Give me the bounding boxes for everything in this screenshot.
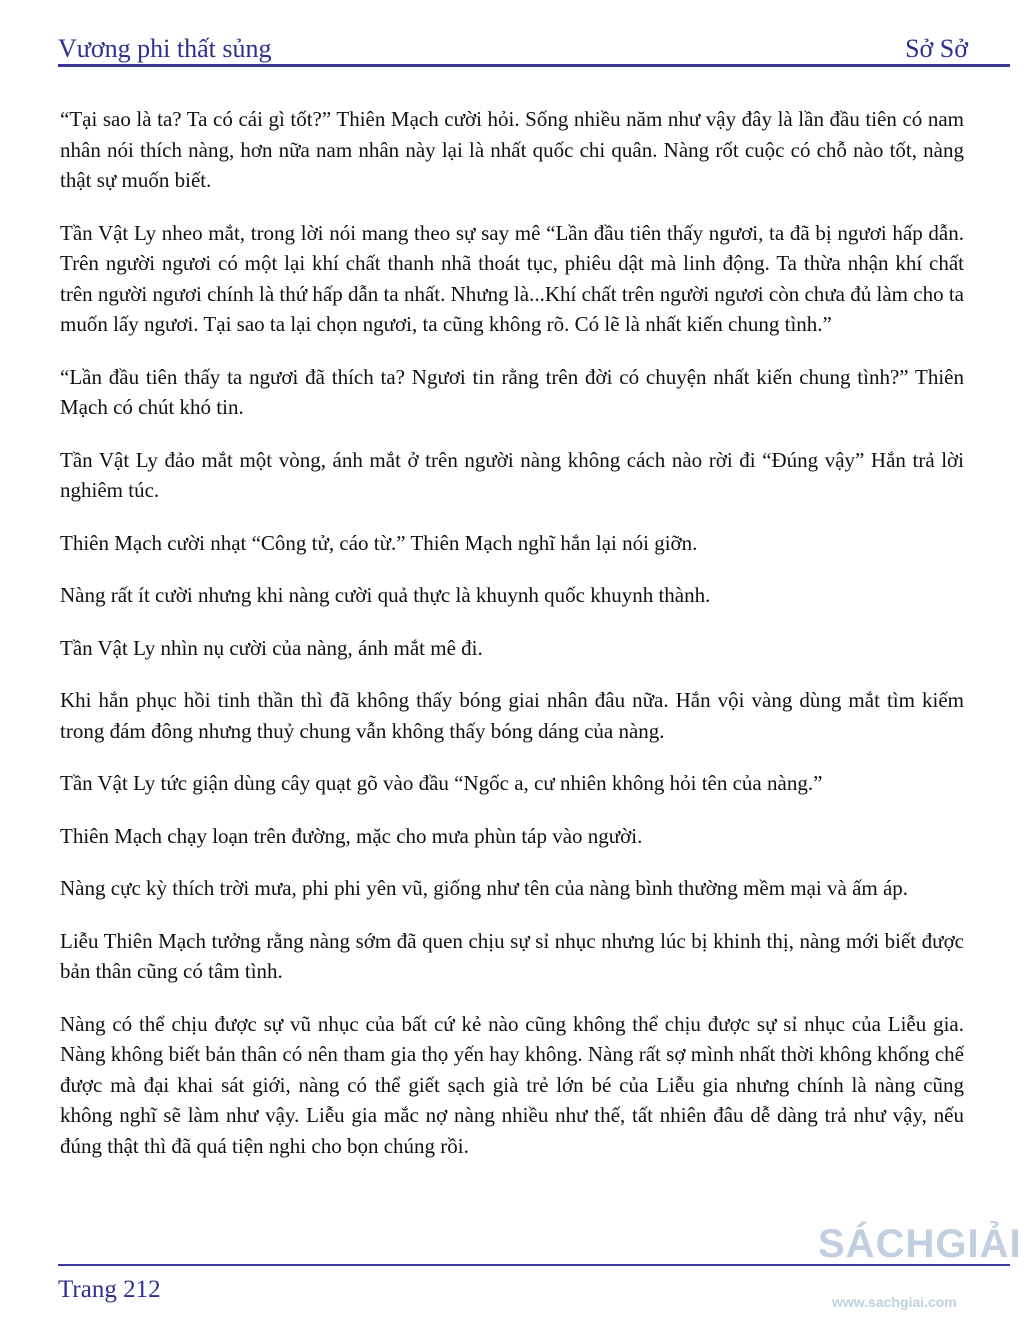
paragraph: Nàng rất ít cười nhưng khi nàng cười quả thực là khuynh quốc khuynh thành. [60, 583, 711, 607]
paragraph: Tần Vật Ly nheo mắt, trong lời nói mang theo sự say mê “Lần đầu tiên thấy ngươi, ta đã bị ngươi hấp dẫn. Trên người ngươi có một lại khí chất thanh nhã thoát tục, phiêu dật mà linh động. Ta thừa nhận khí chất trên người ngươi chính là thứ hấp dẫn ta nhất. Nhưng là...Khí chất trên người ngươi còn chưa đủ làm cho ta muốn lấy ngươi. Tại sao ta lại chọn ngươi, ta cũng không rõ. Có lẽ là nhất kiến chung tình.” [60, 220, 964, 336]
paragraph: Thiên Mạch cười nhạt “Công tử, cáo từ.” Thiên Mạch nghĩ hắn lại nói giỡn. [60, 530, 698, 555]
paragraph: Liễu Thiên Mạch tưởng rằng nàng sớm đã quen chịu sự sỉ nhục nhưng lúc bị khinh thị, nàng mới biết được bản thân cũng có tâm tình. [60, 928, 964, 983]
page-number: Trang 212 [58, 1276, 161, 1303]
paragraph: “Tại sao là ta? Ta có cái gì tốt?” Thiên Mạch cười hỏi. Sống nhiều năm như vậy đây là lần đầu tiên có nam nhân nói thích nàng, hơn nữa nam nhân này lại là nhất quốc chi quân. Nàng rốt cuộc có chỗ nào tốt, nàng thật sự muốn biết. [60, 107, 964, 192]
paragraph: Thiên Mạch chạy loạn trên đường, mặc cho mưa phùn táp vào người. [60, 823, 643, 848]
watermark-brand: SÁCHGIẢI [818, 1222, 1022, 1266]
page-header [58, 22, 968, 64]
book-title: Vương phi thất sủng [58, 34, 272, 63]
paragraph: Tần Vật Ly đảo mắt một vòng, ánh mắt ở trên người nàng không cách nào rời đi “Đúng vậy” Hắn trả lời nghiêm túc. [60, 447, 964, 502]
paragraph: Nàng có thể chịu được sự vũ nhục của bất cứ kẻ nào cũng không thể chịu được sự sỉ nhục của Liễu gia. Nàng không biết bản thân có nên tham gia thọ yến hay không. Nàng rất sợ mình nhất thời không khống chế được mà đại khai sát giới, nàng có thể giết sạch già trẻ lớn bé của Liễu gia nhưng chính là nàng cũng không nghĩ sẽ làm như vậy. Liễu gia mắc nợ nàng nhiều như thế, tất nhiên đâu dễ dàng trả như vậy, nếu đúng thật thì đã quá tiện nghi cho bọn chúng rồi. [60, 1011, 964, 1158]
paragraph: Tần Vật Ly tức giận dùng cây quạt gõ vào đầu “Ngốc a, cư nhiên không hỏi tên của nàng.” [60, 771, 823, 795]
header-divider [58, 64, 1010, 67]
paragraph: “Lần đầu tiên thấy ta ngươi đã thích ta? Ngươi tin rằng trên đời có chuyện nhất kiến chung tình?” Thiên Mạch có chút khó tin. [60, 364, 964, 419]
paragraph: Tần Vật Ly nhìn nụ cười của nàng, ánh mắt mê đi. [60, 635, 483, 660]
body-text [60, 104, 964, 1183]
watermark-logo [818, 1222, 1022, 1318]
author-name: Sở Sở [905, 34, 968, 63]
paragraph: Nàng cực kỳ thích trời mưa, phi phi yên vũ, giống như tên của nàng bình thường mềm mại và ấm áp. [60, 876, 909, 900]
paragraph: Khi hắn phục hồi tinh thần thì đã không thấy bóng giai nhân đâu nữa. Hắn vội vàng dùng mắt tìm kiếm trong đám đông nhưng thuỷ chung vẫn không thấy bóng dáng của nàng. [60, 688, 964, 743]
watermark-url: www.sachgiai.com [832, 1294, 957, 1310]
